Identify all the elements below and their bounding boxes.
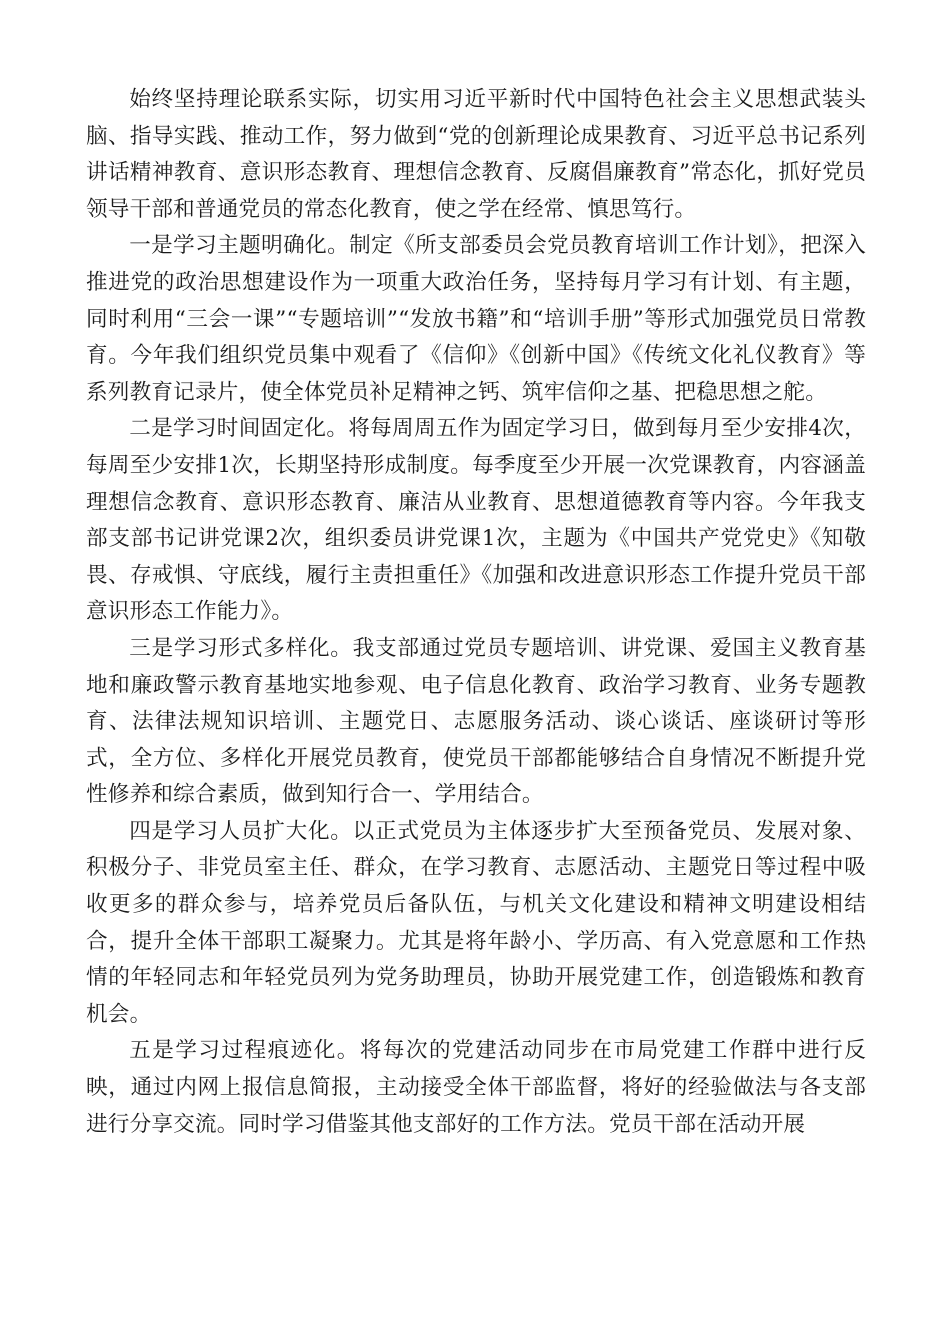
paragraph-study-form: 三是学习形式多样化。我支部通过党员专题培训、讲党课、爱国主义教育基地和廉政警示教育基地实地参观、电子信息化教育、政治学习教育、业务专题教育、法律法规知识培训、主题党日、志愿服务活动、谈心谈话、座谈研讨等形式，全方位、多样化开展党员教育，使党员干部都能够结合自身情况不断提升党性修养和综合素质，做到知行合一、学用结合。 bbox=[86, 635, 866, 808]
paragraph-intro: 始终坚持理论联系实际，切实用习近平新时代中国特色社会主义思想武装头脑、指导实践、推动工作，努力做到“党的创新理论成果教育、习近平总书记系列讲话精神教育、意识形态教育、理想信念教育、反腐倡廉教育”常态化，抓好党员领导干部和普通党员的常态化教育，使之学在经常、慎思笃行。 bbox=[86, 87, 866, 222]
document-page bbox=[86, 82, 866, 1143]
paragraph-study-theme: 一是学习主题明确化。制定《所支部委员会党员教育培训工作计划》，把深入推进党的政治思想建设作为一项重大政治任务，坚持每月学习有计划、有主题，同时利用“三会一课”“专题培训”“发放书籍”和“培训手册”等形式加强党员日常教育。今年我们组织党员集中观看了《信仰》《创新中国》《传统文化礼仪教育》等系列教育记录片，使全体党员补足精神之钙、筑牢信仰之基、把稳思想之舵。 bbox=[86, 233, 866, 405]
paragraph-study-time: 二是学习时间固定化。将每周周五作为固定学习日，做到每月至少安排4次，每周至少安排1次，长期坚持形成制度。每季度至少开展一次党课教育，内容涵盖理想信念教育、意识形态教育、廉洁从业教育、思想道德教育等内容。今年我支部支部书记讲党课2次，组织委员讲党课1次，主题为《中国共产党党史》《知敬畏、存戒惧、守底线，履行主责担重任》《加强和改进意识形态工作提升党员干部意识形态工作能力》。 bbox=[86, 416, 866, 625]
paragraph-study-members: 四是学习人员扩大化。以正式党员为主体逐步扩大至预备党员、发展对象、积极分子、非党员室主任、群众，在学习教育、志愿活动、主题党日等过程中吸收更多的群众参与，培养党员后备队伍，与机关文化建设和精神文明建设相结合，提升全体干部职工凝聚力。尤其是将年龄小、学历高、有入党意愿和工作热情的年轻同志和年轻党员列为党务助理员，协助开展党建工作，创造锻炼和教育机会。 bbox=[86, 818, 866, 1027]
paragraph-study-records: 五是学习过程痕迹化。将每次的党建活动同步在市局党建工作群中进行反映，通过内网上报信息简报，主动接受全体干部监督，将好的经验做法与各支部进行分享交流。同时学习借鉴其他支部好的工作方法。党员干部在活动开展 bbox=[86, 1038, 866, 1137]
